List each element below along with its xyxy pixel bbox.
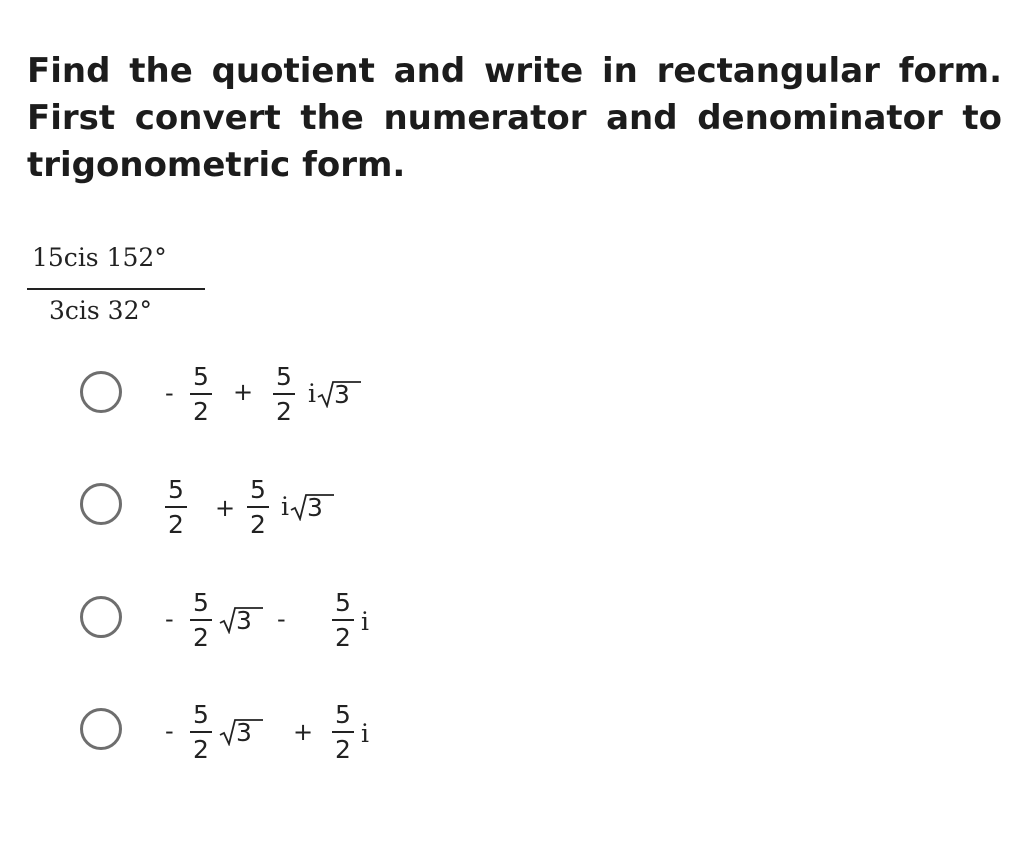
option-math (80, 699, 420, 779)
fraction-numerator: 5 (168, 475, 184, 504)
fraction-bar (190, 731, 212, 733)
fraction-numerator: 5 (193, 700, 209, 729)
fraction-numerator: 5 (250, 475, 266, 504)
fraction-numerator: 5 (193, 362, 209, 391)
fraction-numerator: 5 (335, 588, 351, 617)
plus-sign: + (233, 378, 254, 406)
fraction-numerator: 5 (335, 700, 351, 729)
radicand: 3 (236, 606, 252, 635)
plus-sign: + (215, 494, 236, 522)
square-root (218, 718, 264, 746)
square-root (289, 493, 335, 521)
fraction-bar (332, 619, 354, 621)
expression-numerator: 15cis 152° (32, 243, 167, 272)
radicand: 3 (236, 718, 252, 747)
fraction-bar (190, 393, 212, 395)
question-text: Find the quotient and write in rectangular form. First convert the numerator and denominator to trigonometric form. (27, 51, 1002, 185)
fraction-bar (190, 619, 212, 621)
answer-option-d[interactable] (80, 699, 420, 779)
fraction-denominator: 2 (193, 623, 209, 652)
option-math (80, 474, 420, 554)
imaginary-unit: i (361, 719, 369, 748)
fraction-bar (247, 506, 269, 508)
square-root (218, 606, 264, 634)
answer-option-a[interactable] (80, 362, 420, 442)
square-root (316, 380, 362, 408)
imaginary-unit: i (361, 607, 369, 636)
fraction-denominator: 2 (335, 623, 351, 652)
answer-option-b[interactable] (80, 474, 420, 554)
radicand: 3 (334, 380, 350, 409)
fraction-denominator: 2 (335, 735, 351, 764)
fraction-denominator: 2 (193, 735, 209, 764)
minus-sign: - (165, 717, 174, 745)
fraction-denominator: 2 (276, 397, 292, 426)
minus-sign: - (277, 605, 286, 633)
fraction-numerator: 5 (276, 362, 292, 391)
fraction-numerator: 5 (193, 588, 209, 617)
minus-sign: - (165, 379, 174, 407)
fraction-denominator: 2 (250, 510, 266, 539)
option-math (80, 587, 420, 667)
radicand: 3 (307, 493, 323, 522)
fraction-bar (27, 288, 205, 290)
option-math (80, 362, 420, 442)
minus-sign: - (165, 605, 174, 633)
expression-denominator: 3cis 32° (49, 296, 152, 325)
fraction-denominator: 2 (193, 397, 209, 426)
fraction-bar (165, 506, 187, 508)
fraction-bar (332, 731, 354, 733)
fraction-bar (273, 393, 295, 395)
fraction-denominator: 2 (168, 510, 184, 539)
answer-option-c[interactable] (80, 587, 420, 667)
plus-sign: + (293, 718, 314, 746)
imaginary-unit: i (308, 379, 316, 408)
imaginary-unit: i (281, 492, 289, 521)
